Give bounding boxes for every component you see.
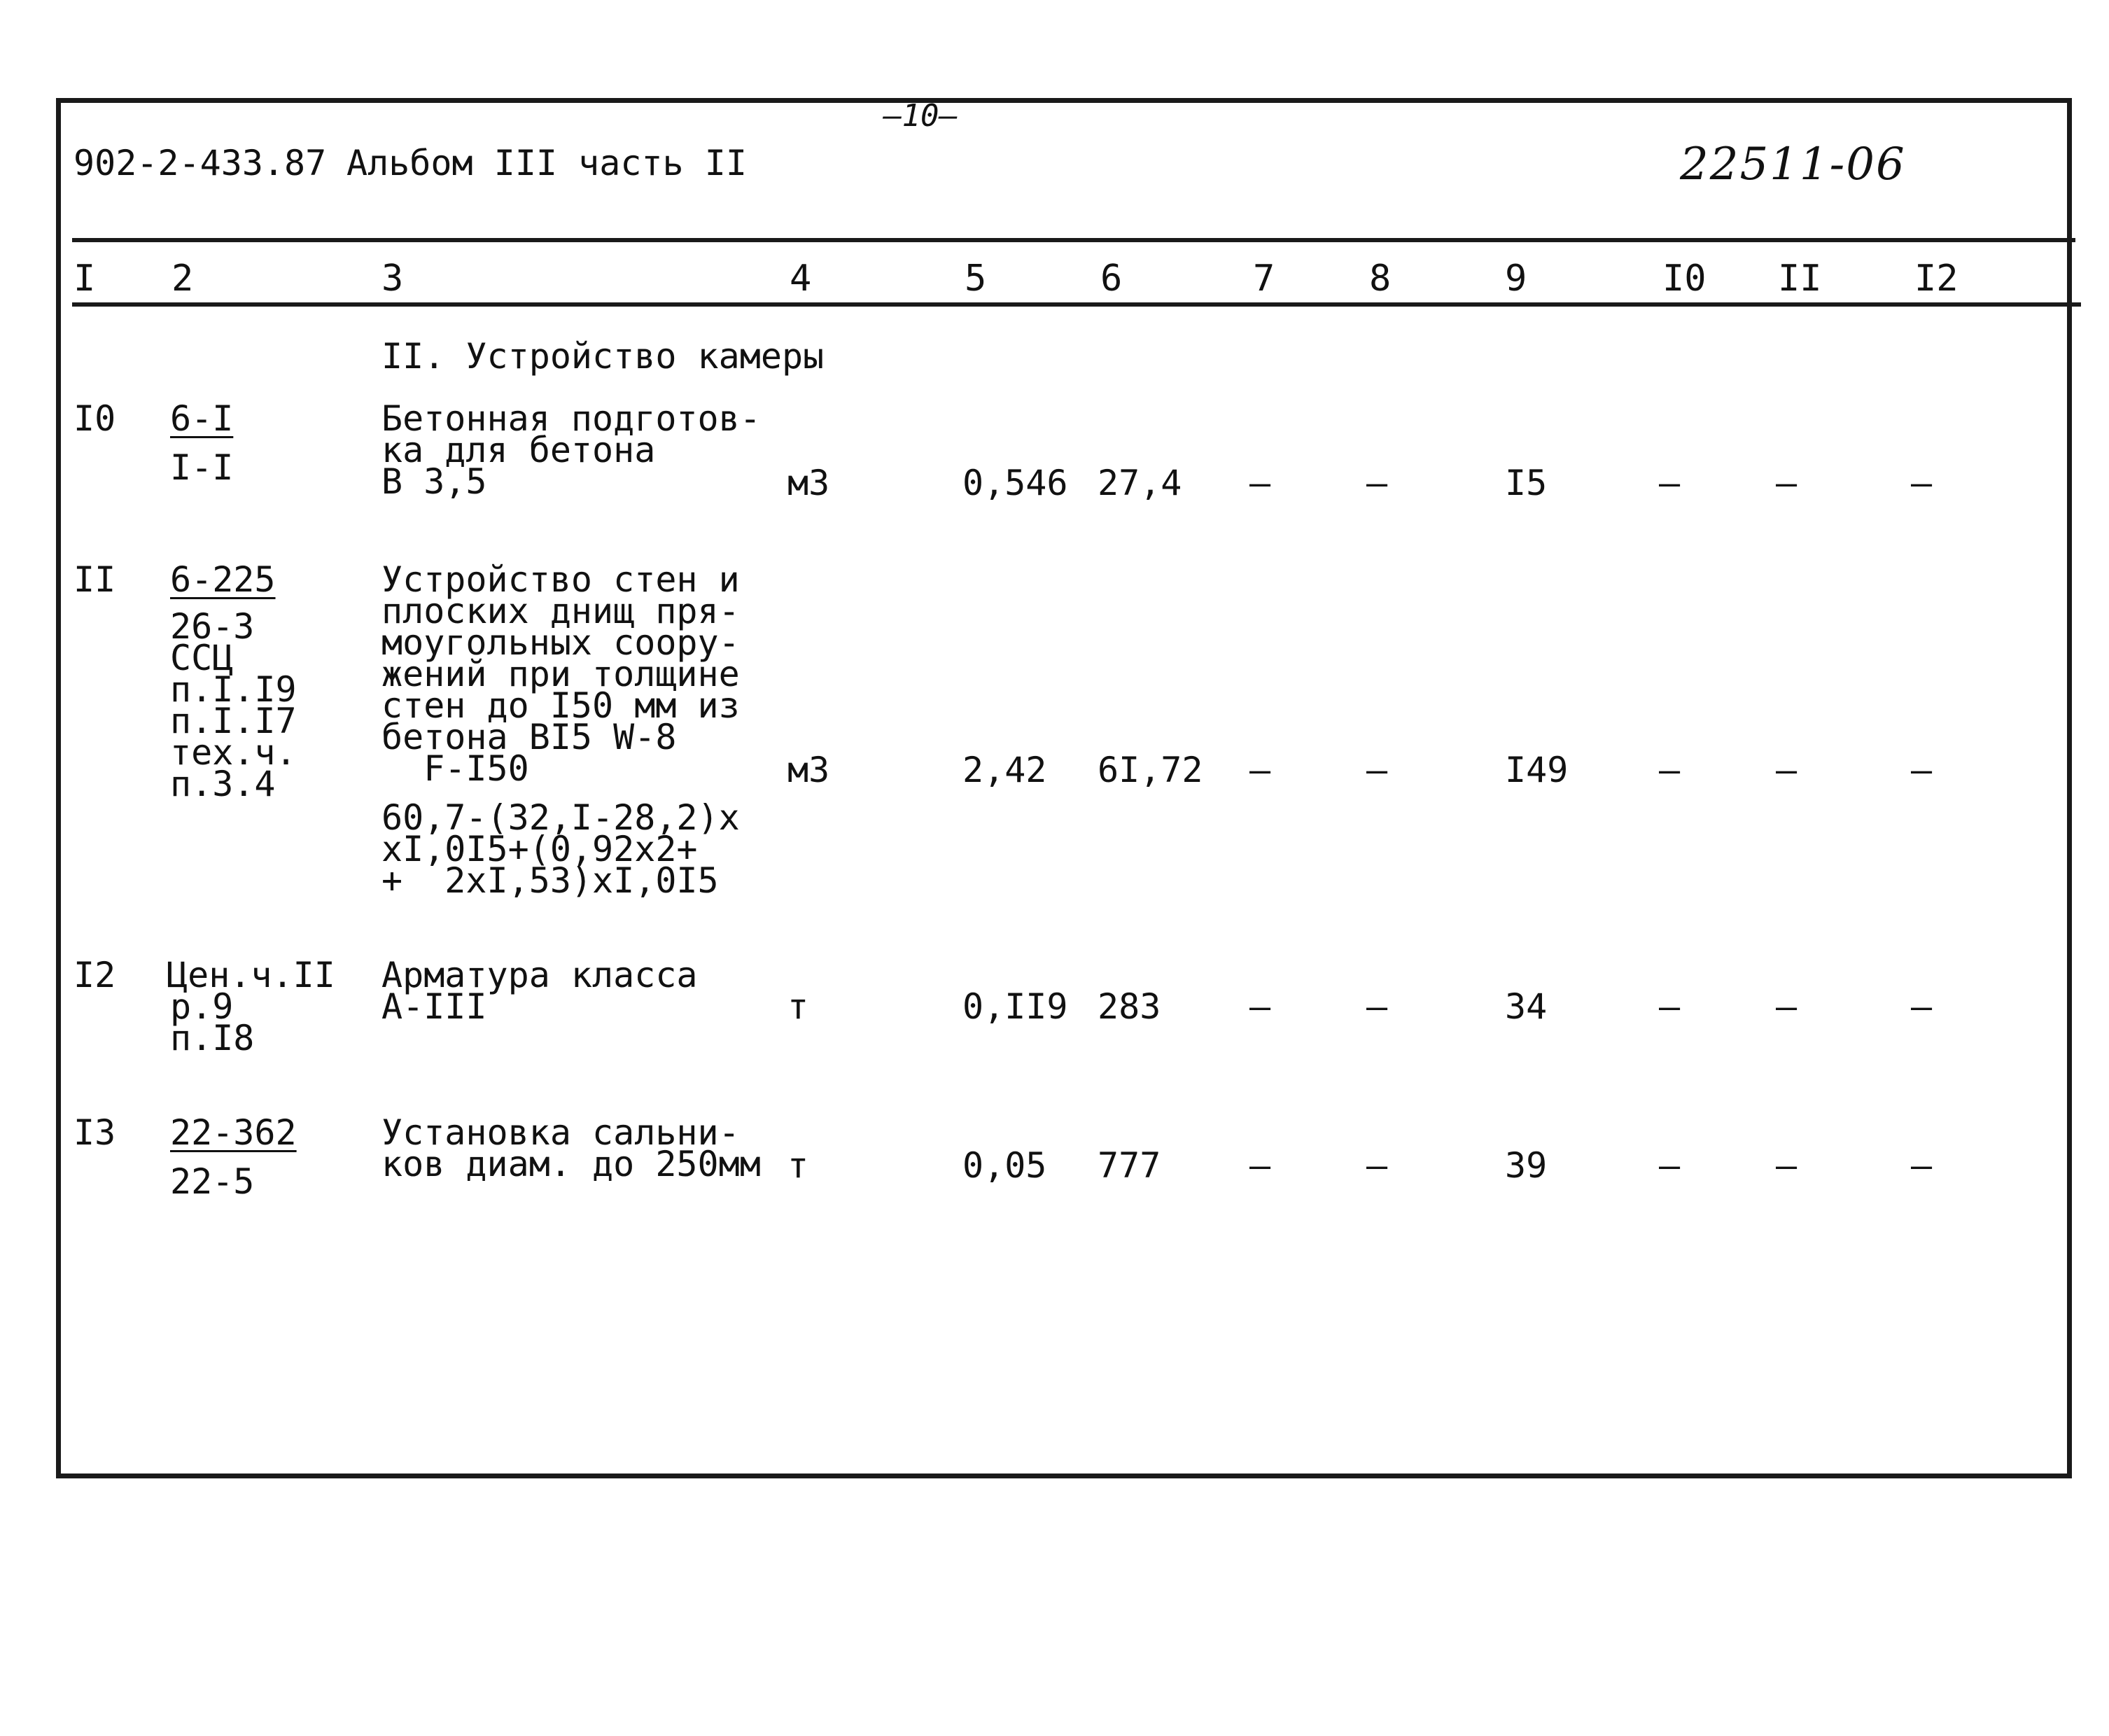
norm-reference: 6-225 [170,559,276,600]
col-header-7: 7 [1253,258,1275,300]
row-number: I0 [73,398,116,439]
quantity: 2,42 [962,750,1047,790]
unit: т [787,1145,809,1186]
col11-value: – [1776,1145,1798,1186]
handwritten-code: 22511-06 [1680,139,1906,190]
col12-value: – [1911,1145,1933,1186]
row-number: II [73,559,116,600]
norm-reference-line: ССЦ [170,638,234,678]
calculation-line: + 2xI,53)xI,0I5 [381,860,719,901]
norm-reference-line: п.I8 [170,1018,255,1058]
col11-value: – [1776,463,1798,503]
norm-reference-line: п.3.4 [170,764,276,804]
description-line: Устройство стен и [381,559,740,600]
col-header-12: I2 [1914,258,1959,300]
total-value: 34 [1505,986,1548,1027]
col10-value: – [1659,463,1681,503]
norm-reference-line: р.9 [170,986,234,1027]
norm-reference: Цен.ч.II [167,955,335,995]
document-code: 902-2-433.87 [73,143,327,183]
col7-value: – [1249,750,1271,790]
description-line: Установка сальни- [381,1112,740,1153]
unit-price: 777 [1098,1145,1161,1186]
total-value: I5 [1505,463,1548,503]
col-header-8: 8 [1369,258,1392,300]
row-number: I2 [73,955,116,995]
quantity: 0,05 [962,1145,1047,1186]
col8-value: – [1366,986,1388,1027]
col-header-3: 3 [381,258,404,300]
description-line: моугольных соору- [381,622,740,663]
description-line: жений при толщине [381,654,740,694]
col-header-5: 5 [965,258,987,300]
col7-value: – [1249,463,1271,503]
norm-reference: 6-I [170,398,234,439]
col10-value: – [1659,1145,1681,1186]
unit: м3 [787,463,830,503]
col8-value: – [1366,750,1388,790]
col10-value: – [1659,750,1681,790]
col-header-1: I [73,258,96,300]
norm-reference: 22-362 [170,1112,297,1153]
unit-price: 27,4 [1098,463,1182,503]
description-line: В 3,5 [381,461,487,502]
page-number: –10– [883,98,958,134]
col12-value: – [1911,750,1933,790]
unit-price: 6I,72 [1098,750,1203,790]
unit: т [787,986,809,1027]
col8-value: – [1366,463,1388,503]
total-value: I49 [1505,750,1569,790]
col-header-10: I0 [1662,258,1707,300]
description-line: F-I50 [381,748,529,789]
unit: м3 [787,750,830,790]
norm-reference-line: 22-5 [170,1161,255,1202]
quantity: 0,II9 [962,986,1068,1027]
description-line: бетона BI5 W-8 [381,717,677,757]
col12-value: – [1911,986,1933,1027]
col11-value: – [1776,986,1798,1027]
col-header-9: 9 [1505,258,1527,300]
header-bottom-rule [72,302,2081,307]
col11-value: – [1776,750,1798,790]
calculation-line: xI,0I5+(0,92x2+ [381,829,698,869]
col-header-6: 6 [1100,258,1123,300]
norm-reference-line: 26-3 [170,606,255,647]
total-value: 39 [1505,1145,1548,1186]
section-title: II. Устройство камеры [381,336,825,377]
description-line: стен до I50 мм из [381,685,740,726]
description-line: Арматура класса [381,955,698,995]
description-line: Бетонная подготов- [381,398,761,439]
description-line: А-III [381,986,487,1027]
description-line: плоских днищ пря- [381,591,740,631]
norm-reference-line: п.I.I7 [170,701,297,741]
col8-value: – [1366,1145,1388,1186]
description-line: ка для бетона [381,430,656,470]
col10-value: – [1659,986,1681,1027]
col-header-2: 2 [171,258,194,300]
unit-price: 283 [1098,986,1161,1027]
row-number: I3 [73,1112,116,1153]
col-header-11: II [1778,258,1822,300]
col7-value: – [1249,1145,1271,1186]
norm-reference-line: тех.ч. [170,732,297,773]
norm-reference-line: I-I [170,447,234,488]
col7-value: – [1249,986,1271,1027]
col12-value: – [1911,463,1933,503]
quantity: 0,546 [962,463,1068,503]
norm-reference-line: п.I.I9 [170,669,297,710]
header-top-rule [72,238,2075,242]
calculation-line: 60,7-(32,I-28,2)x [381,797,740,838]
description-line: ков диам. до 250мм [381,1144,761,1184]
col-header-4: 4 [790,258,812,300]
album-title: Альбом III часть II [346,143,747,183]
